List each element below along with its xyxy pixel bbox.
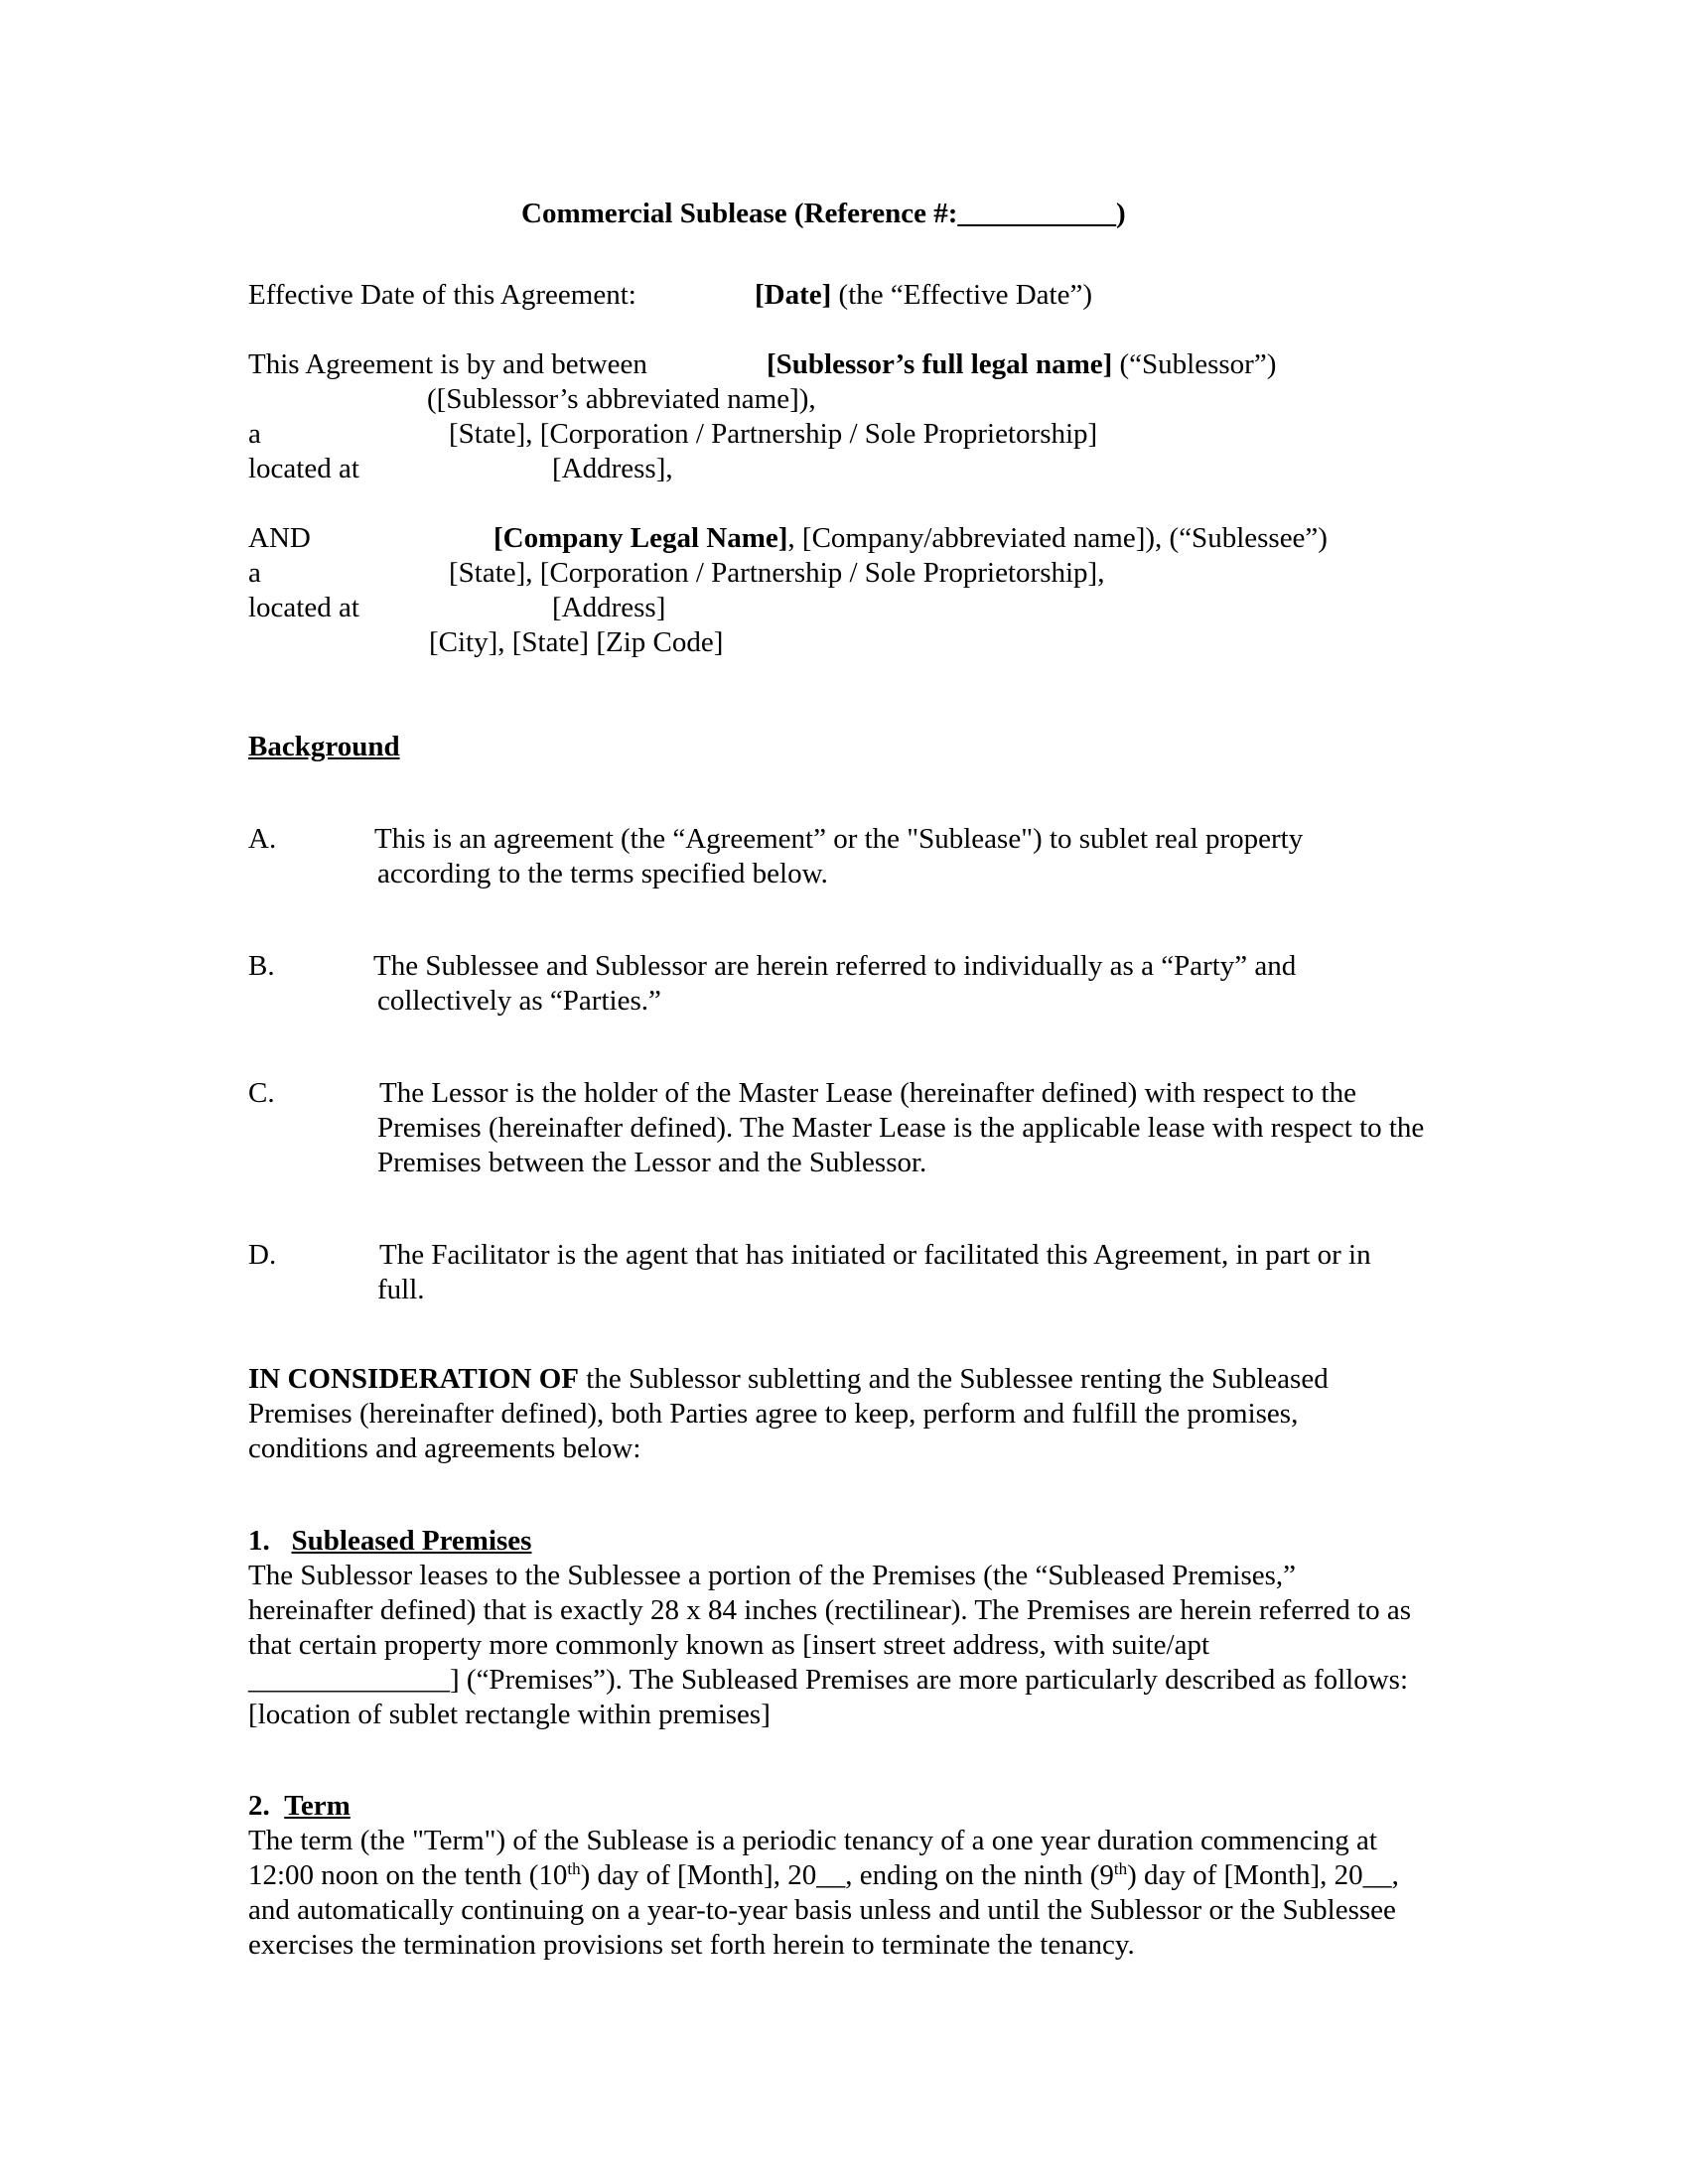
item-first-line: The Sublessee and Sublessor are herein referred to individually as a “Party” and bbox=[373, 950, 1297, 982]
sublessee-address: [Address] bbox=[552, 592, 666, 623]
company-tail: , [Company/abbreviated name]), (“Sublessee”) bbox=[787, 522, 1328, 554]
and-label: AND bbox=[248, 522, 311, 554]
item-letter: A. bbox=[248, 823, 277, 855]
sublessee-name-line bbox=[493, 521, 1328, 556]
title-prefix: Commercial Sublease (Reference #: bbox=[521, 198, 958, 229]
term-text-part-3: ) day of [Month], 20__, and automatically continuing on a year-to-year basis unless and until the Sublessor or the Sublessee exercises the termination provisions set forth herein to terminate the tenancy. bbox=[248, 1859, 1399, 1961]
item-letter: B. bbox=[248, 950, 275, 982]
item-letter: C. bbox=[248, 1077, 275, 1109]
item-continuation: full. bbox=[377, 1274, 425, 1305]
section-2-text bbox=[248, 1824, 1430, 1963]
sublessee-a-label: a bbox=[248, 557, 261, 589]
term-text-part-2: ) day of [Month], 20__, ending on the ninth (9 bbox=[580, 1859, 1114, 1891]
consideration-lead: IN CONSIDERATION OF bbox=[248, 1363, 580, 1395]
reference-number-blank: ___________ bbox=[957, 198, 1116, 229]
section-1-text: The Sublessor leases to the Sublessee a portion of the Premises (the “Subleased Premises,” hereinafter defined) that is exactly 28 x 84 inches (rectilinear). The Premises are herein referred to as that certain property more commonly known as [insert street address, with suite/apt ______________] (“Premises”). The Subleased Premises are more particularly described as follows: [location of sublet rectangle within premises] bbox=[248, 1560, 1412, 1730]
item-first-line: This is an agreement (the “Agreement” or the "Sublease") to sublet real property bbox=[374, 823, 1304, 855]
effective-date-tail: (the “Effective Date”) bbox=[831, 279, 1093, 311]
section-2-number: 2. bbox=[248, 1790, 270, 1822]
sublessor-tail: (“Sublessor”) bbox=[1112, 348, 1277, 380]
sublessor-located-label: located at bbox=[248, 453, 359, 484]
section-1-number: 1. bbox=[248, 1525, 270, 1557]
effective-date-placeholder: [Date] bbox=[755, 279, 832, 311]
section-2-title: Term bbox=[284, 1790, 351, 1822]
consideration-paragraph bbox=[248, 1362, 1400, 1466]
item-letter: D. bbox=[248, 1239, 277, 1271]
term-text-part-1: The term (the "Term") of the Sublease is a periodic tenancy of a one year duration commencing at 12:00 noon on the tenth (10 bbox=[248, 1825, 1377, 1891]
section-1-title: Subleased Premises bbox=[291, 1525, 532, 1557]
sublessor-a-label: a bbox=[248, 418, 261, 450]
sublessor-name-line bbox=[767, 347, 1276, 382]
title-suffix: ) bbox=[1115, 198, 1126, 229]
document-title bbox=[521, 197, 1126, 231]
ordinal-suffix-tenth: th bbox=[567, 1859, 581, 1878]
background-heading: Background bbox=[248, 731, 400, 762]
company-legal-name: [Company Legal Name] bbox=[493, 522, 788, 554]
section-2-heading bbox=[248, 1789, 351, 1824]
sublessor-address: [Address], bbox=[552, 453, 673, 484]
effective-date-label: Effective Date of this Agreement: bbox=[248, 279, 636, 311]
section-1-heading bbox=[248, 1524, 531, 1559]
sublessee-city-state-zip: [City], [State] [Zip Code] bbox=[429, 626, 724, 658]
effective-date-value bbox=[755, 278, 1092, 313]
sublessor-abbreviated-name: ([Sublessor’s abbreviated name]), bbox=[427, 383, 816, 415]
item-first-line: The Lessor is the holder of the Master Lease (hereinafter defined) with respect to the bbox=[379, 1077, 1356, 1109]
sublessor-entity-type: [State], [Corporation / Partnership / Sole Proprietorship] bbox=[449, 418, 1098, 450]
sublessee-entity-type: [State], [Corporation / Partnership / Sole Proprietorship], bbox=[449, 557, 1105, 589]
item-continuation: Premises (hereinafter defined). The Master Lease is the applicable lease with respect to the Premises between the Lessor and the Sublessor. bbox=[377, 1112, 1425, 1178]
ordinal-suffix-ninth: th bbox=[1113, 1859, 1128, 1878]
item-continuation: collectively as “Parties.” bbox=[377, 985, 661, 1017]
sublessor-full-name: [Sublessor’s full legal name] bbox=[767, 348, 1113, 380]
item-first-line: The Facilitator is the agent that has initiated or facilitated this Agreement, in part or in bbox=[379, 1239, 1371, 1271]
consideration-text: the Sublessor subletting and the Sublessee renting the Subleased Premises (hereinafter defined), both Parties agree to keep, perform and fulfill the promises, conditions and agreements below: bbox=[248, 1363, 1329, 1464]
parties-intro: This Agreement is by and between bbox=[248, 348, 647, 380]
item-continuation: according to the terms specified below. bbox=[377, 858, 828, 889]
sublessee-located-label: located at bbox=[248, 592, 359, 623]
